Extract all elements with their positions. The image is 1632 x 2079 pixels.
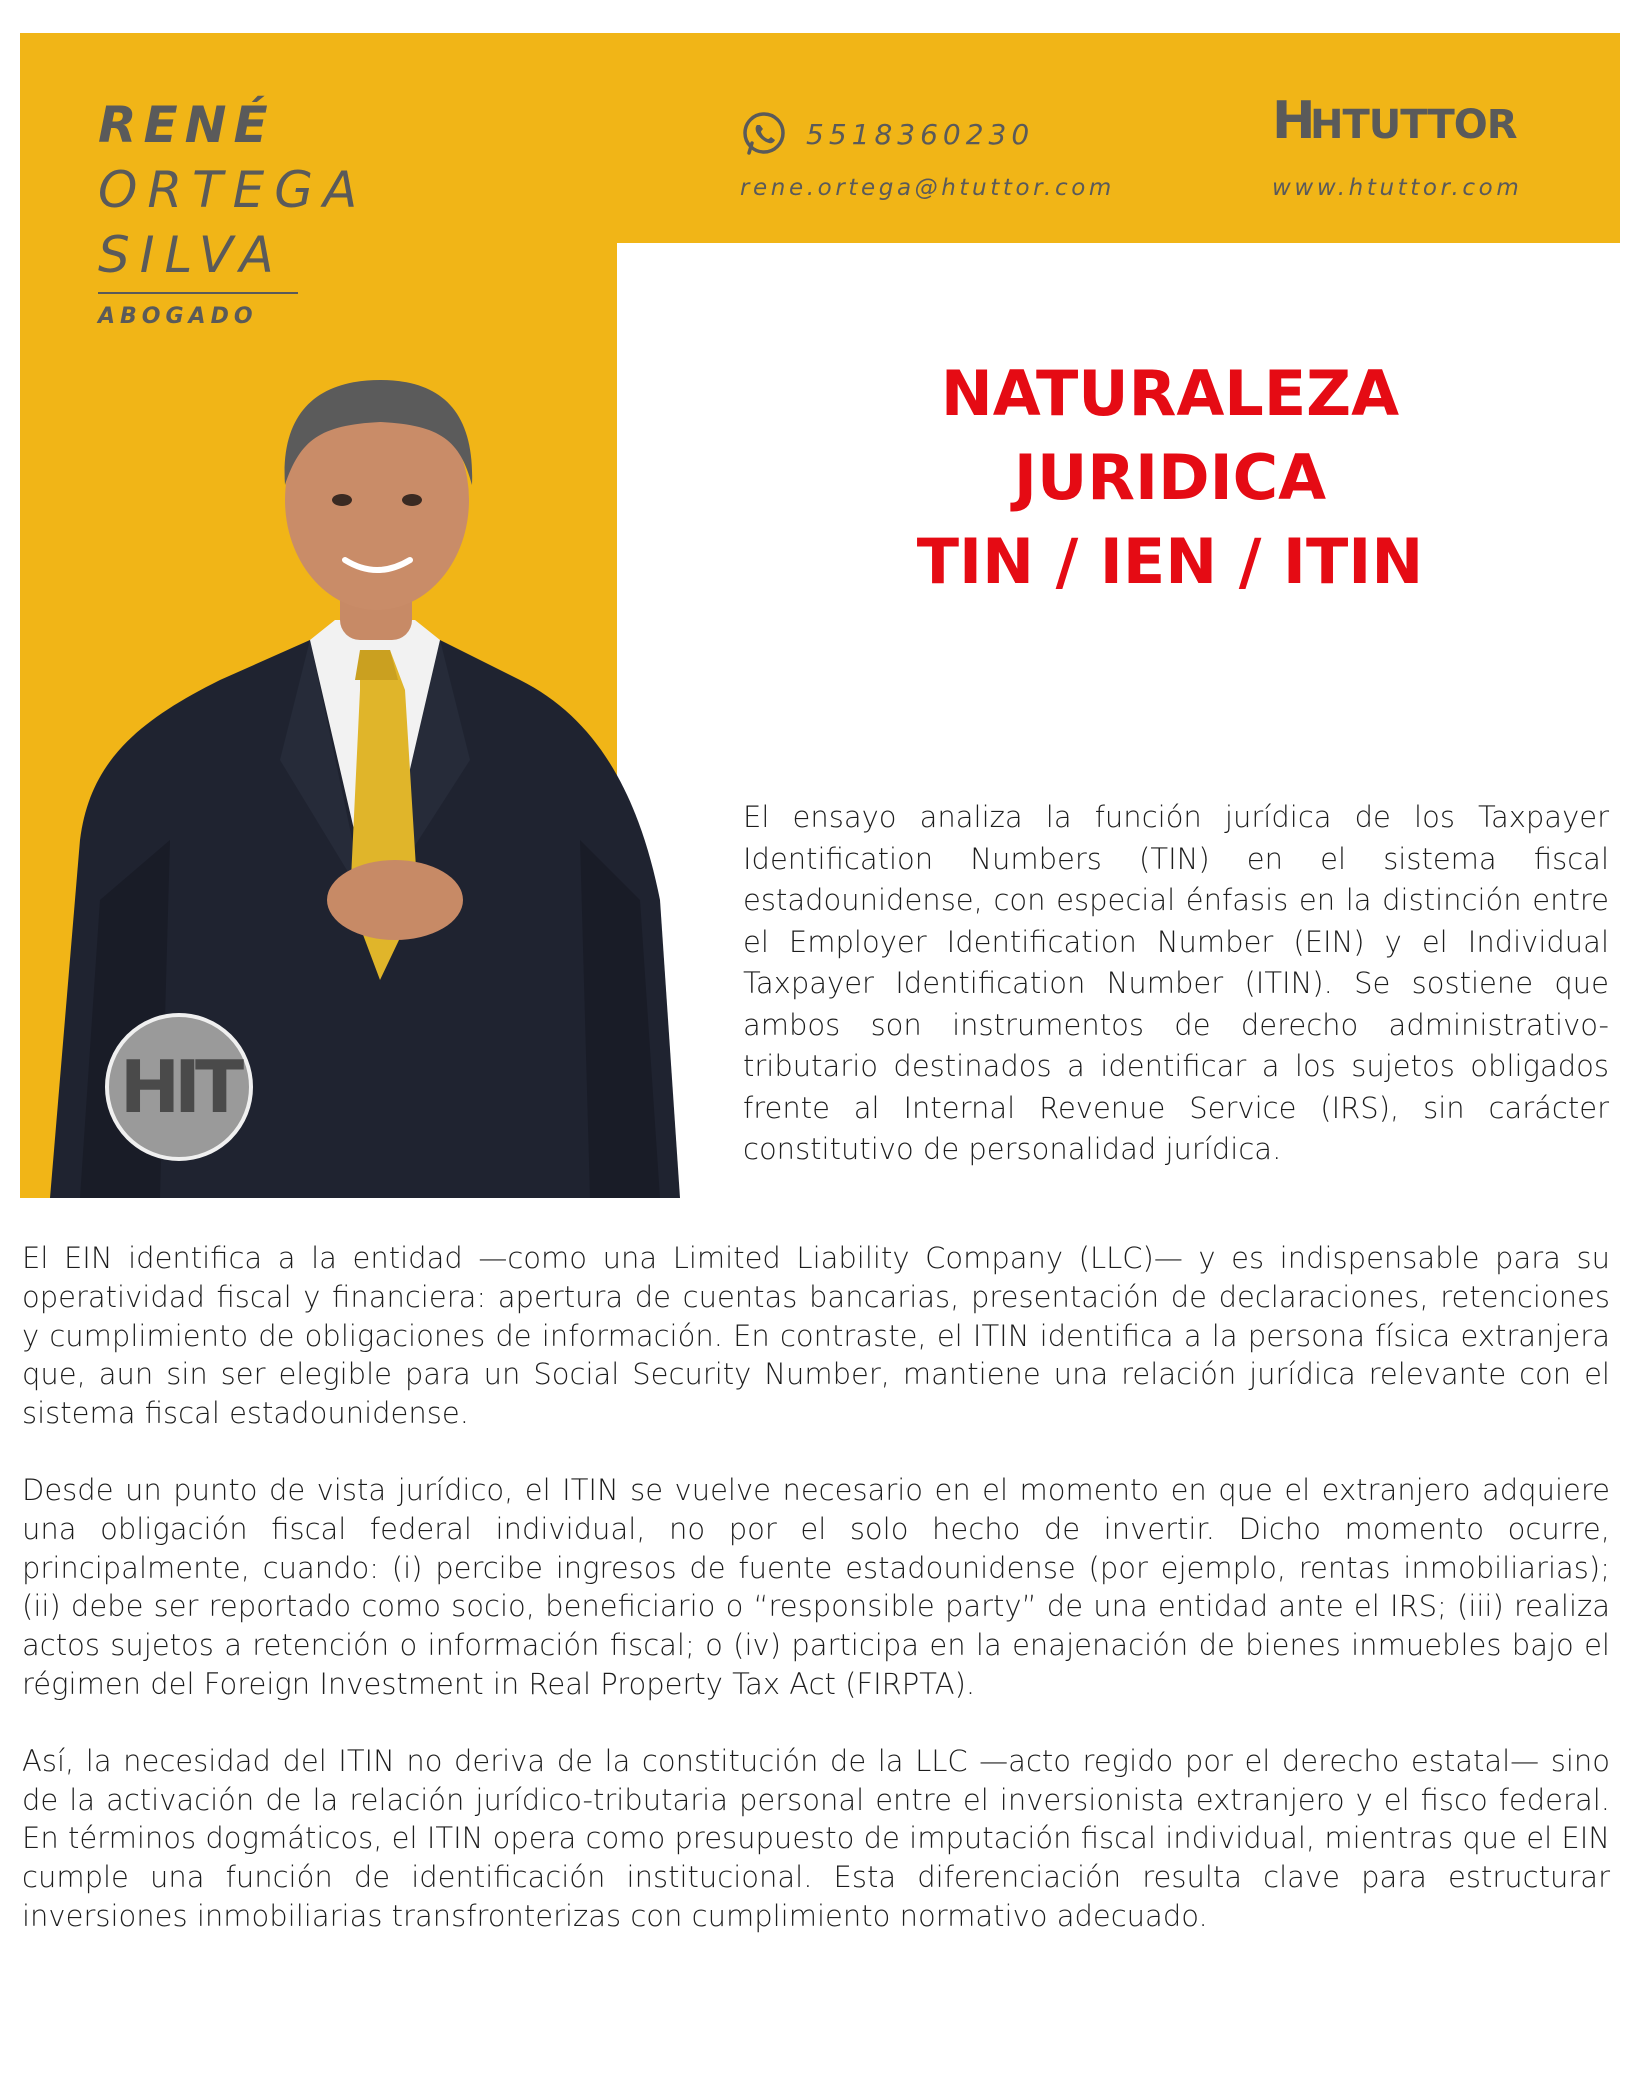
body-paragraph-1: El EIN identifica a la entidad —como una Limited Liability Company (LLC)— y es indispensable para su operatividad fiscal y financiera: apertura de cuentas bancarias, presentación de declaraciones, retenciones y cumplimiento de obligaciones de información. En contraste, el ITIN identifica a la persona física extranjera que, aun sin ser elegible para un Social Security Number, mantiene una relación jurídica relevante con el sistema fiscal estadounidense. bbox=[22, 1241, 1610, 1431]
contact-phone[interactable] bbox=[740, 110, 1034, 158]
brand-logo bbox=[1272, 88, 1517, 152]
brand-wordmark: HTUTTOR bbox=[1310, 102, 1517, 148]
svg-text:H: H bbox=[1272, 91, 1314, 151]
title-line-3: TIN / IEN / ITIN bbox=[916, 525, 1424, 598]
body-text bbox=[22, 1239, 1610, 1974]
title-line-1: NATURALEZA bbox=[940, 357, 1400, 430]
document-title bbox=[830, 352, 1510, 604]
author-last-name: SILVA bbox=[98, 226, 284, 284]
htuttor-logo bbox=[1272, 88, 1517, 151]
whatsapp-icon bbox=[740, 110, 788, 158]
badge-text: HIT bbox=[119, 1045, 239, 1129]
author-middle-name: ORTEGA bbox=[98, 161, 368, 219]
title-line-2: JURIDICA bbox=[1013, 441, 1327, 514]
body-paragraph-2: Desde un punto de vista jurídico, el ITIN se vuelve necesario en el momento en que el extranjero adquiere una obligación fiscal federal individual, no por el solo hecho de invertir. Dicho momento ocurre, principalmente, cuando: (i) percibe ingresos de fuente estadounidense (por ejemplo, rentas inmobiliarias); (ii) debe ser reportado como socio, beneficiario o “responsible party” de una entidad ante el IRS; (iii) realiza actos sujetos a retención o información fiscal; o (iv) participa en la enajenación de bienes inmuebles bajo el régimen del Foreign Investment in Real Property Tax Act (FIRPTA). bbox=[22, 1472, 1610, 1701]
author-profession: ABOGADO bbox=[98, 304, 258, 329]
author-first-name: RENÉ bbox=[98, 96, 275, 154]
body-paragraph-3: Así, la necesidad del ITIN no deriva de la constitución de la LLC —acto regido por el derecho estatal— sino de la activación de la relación jurídico-tributaria personal entre el inversionista extranjero y el fisco federal. En términos dogmáticos, el ITIN opera como presupuesto de imputación fiscal individual, mientras que el EIN cumple una función de identificación institucional. Esta diferenciación resulta clave para estructurar inversiones inmobiliarias transfronterizas con cumplimiento normativo adecuado. bbox=[22, 1743, 1610, 1933]
contact-email[interactable]: rene.ortega@htuttor.com bbox=[740, 175, 1115, 201]
phone-number: 5518360230 bbox=[806, 117, 1035, 151]
website-url[interactable]: www.htuttor.com bbox=[1272, 175, 1523, 201]
abstract-paragraph: El ensayo analiza la función jurídica de los Taxpayer Identification Numbers (TIN) en el sistema fiscal estadounidense, con especial énfasis en la distinción entre el Employer Identification Number (EIN) y el Individual Taxpayer Identification Number (ITIN). Se sostiene que ambos son instrumentos de derecho administrativo-tributario destinados a identificar a los sujetos obligados frente al Internal Revenue Service (IRS), sin carácter constitutivo de personalidad jurídica. bbox=[743, 800, 1609, 1166]
hit-badge-logo bbox=[104, 1012, 254, 1162]
